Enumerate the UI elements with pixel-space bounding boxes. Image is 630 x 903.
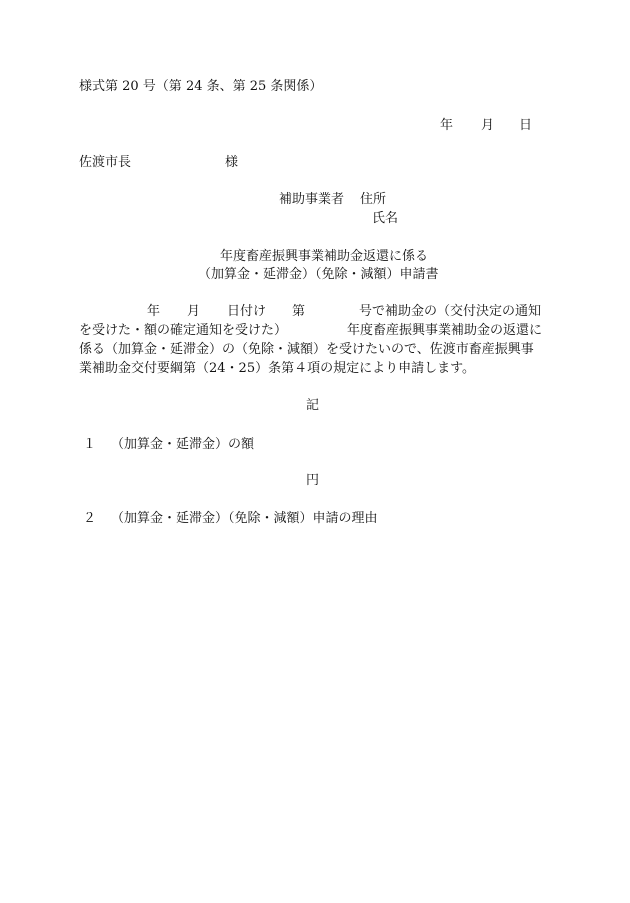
item-text: （加算金・延滞金）の額 bbox=[111, 437, 255, 452]
addressee-name: 佐渡市長 bbox=[79, 155, 132, 170]
document-title-line-2: （加算金・延滞金）（免除・減額）申請書 bbox=[198, 267, 439, 282]
item-text: （加算金・延滞金）（免除・減額）申請の理由 bbox=[111, 511, 378, 526]
body-dated-label: 日付け bbox=[227, 304, 267, 319]
body-line-4-text: 業補助金交付要綱第（24・25）条第４項の規定により申請します。 bbox=[79, 361, 476, 376]
body-line-3-text: 係る（加算金・延滞金）の（免除・減額）を受けたいので、佐渡市畜産振興事 bbox=[79, 342, 534, 357]
body-line-1 bbox=[79, 302, 559, 321]
body-paragraph bbox=[79, 302, 559, 378]
item-number: ２ bbox=[83, 511, 97, 526]
body-line-4 bbox=[79, 359, 559, 378]
addressee-honorific: 様 bbox=[225, 155, 239, 170]
item-number: １ bbox=[83, 437, 97, 452]
ki-heading: 記 bbox=[306, 398, 320, 413]
body-month-label: 月 bbox=[187, 304, 201, 319]
date-year-label: 年 bbox=[440, 118, 454, 133]
body-number-rest: 号で補助金の（交付決定の通知 bbox=[359, 304, 542, 319]
applicant-address-label: 住所 bbox=[360, 192, 387, 207]
document-title-line-1: 年度畜産振興事業補助金返還に係る bbox=[220, 249, 429, 264]
yen-unit: 円 bbox=[306, 473, 320, 488]
applicant-label: 補助事業者 bbox=[279, 192, 345, 207]
body-dai-label: 第 bbox=[292, 304, 306, 319]
date-day-label: 日 bbox=[519, 118, 533, 133]
date-month-label: 月 bbox=[481, 118, 495, 133]
body-line-3 bbox=[79, 340, 559, 359]
applicant-name-label: 氏名 bbox=[372, 211, 399, 226]
body-line-2 bbox=[79, 321, 559, 340]
body-line-2-end: 年度畜産振興事業補助金の返還に bbox=[347, 323, 543, 338]
body-line-2-start: を受けた・額の確定通知を受けた） bbox=[79, 323, 288, 338]
body-year-label: 年 bbox=[147, 304, 161, 319]
form-number: 様式第 20 号（第 24 条、第 25 条関係） bbox=[79, 79, 323, 94]
